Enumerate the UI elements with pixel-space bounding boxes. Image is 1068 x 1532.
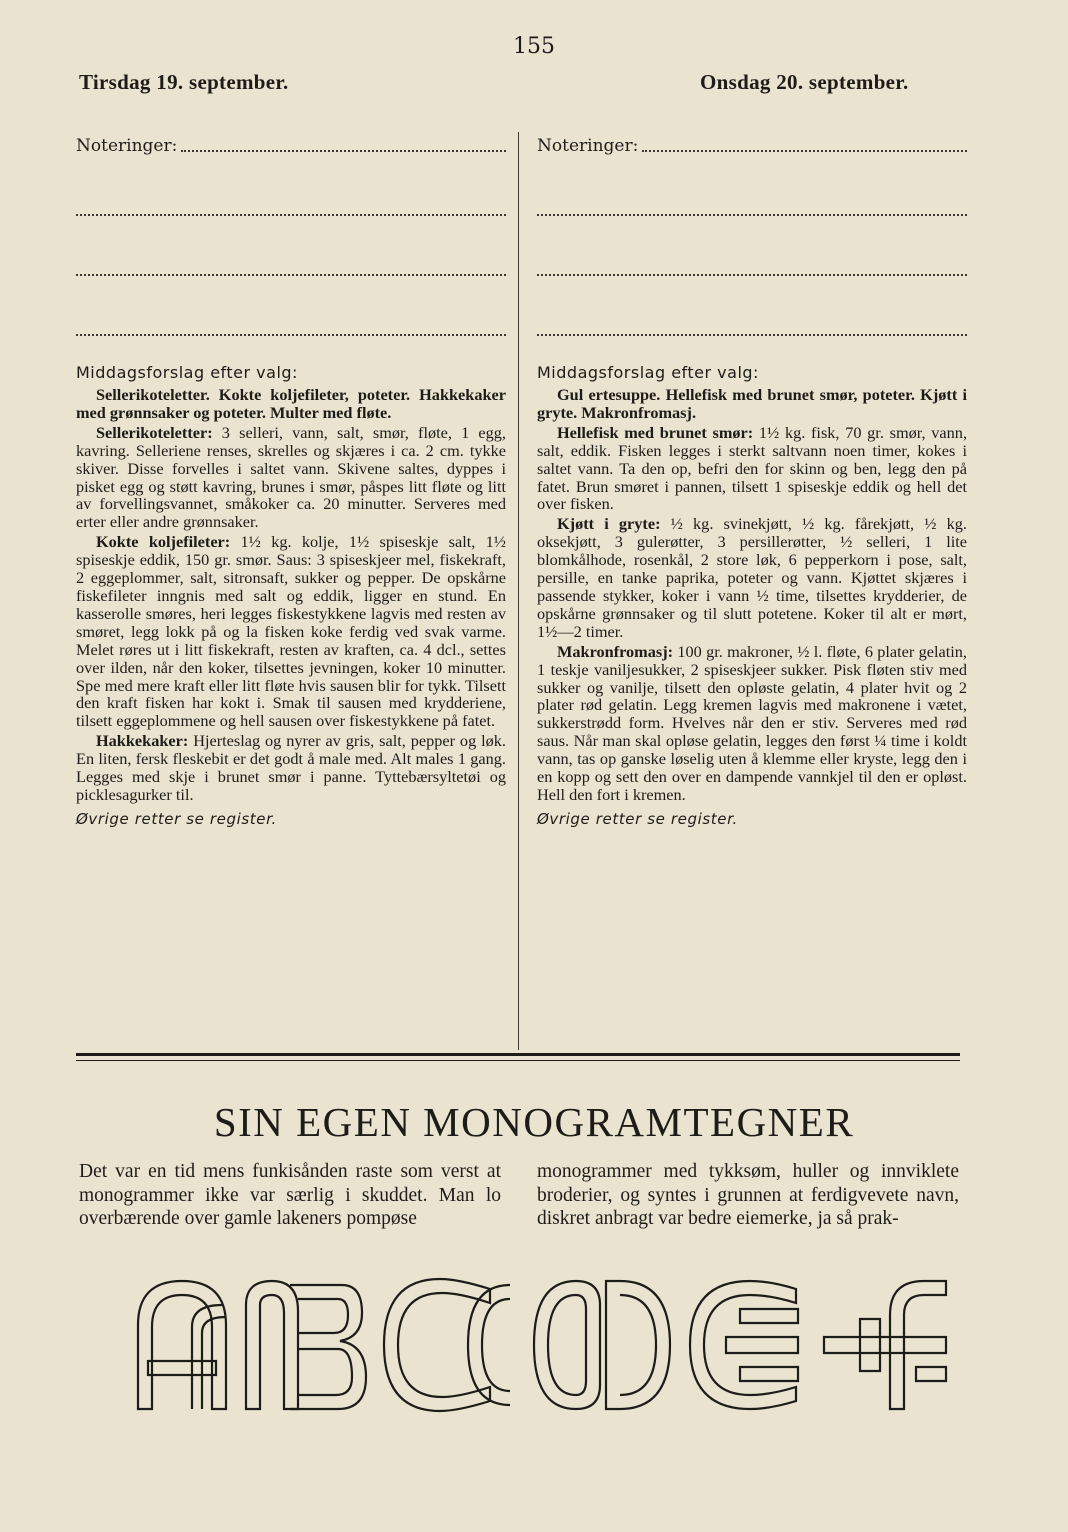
right-notes-line-2 (537, 216, 967, 276)
recipe-text: 100 gr. makroner, ½ l. fløte, 6 plater gelatin, 1 teskje vaniljesukker, 2 spiseskjeer sukker. Pisk fløten stiv med sukker og vanilje, tilsett den opløste gelatin, 4 plater hvit og 2 plater rød gelatin. Legg kremen lagvis med makronene i vætet, sukkerstrødd form. Hvelves når den er stiv. Serveres med rød saus. Når man skal opløse gelatin, legges den først ¼ time i koldt vann, tas op ganske løselig uten å klemme eller kryste, legg den i en kopp og sett den over en dampende vannkjel til den er opløst. Hell den fort i kremen. (537, 641, 967, 804)
monogram-letter-a-icon (138, 1281, 226, 1409)
left-notes-dotted-line (181, 150, 506, 152)
left-day-title: Tirsdag 19. september. (79, 70, 289, 94)
left-register-note: Øvrige retter se register. (76, 809, 277, 828)
right-menu-summary: Gul ertesuppe. Hellefisk med brunet smør, poteter. Kjøtt i gryte. Makronfromasj. (537, 385, 967, 422)
recipe-title: Kokte koljefileter: (96, 532, 231, 552)
recipe-title: Hellefisk med brunet smør: (557, 422, 754, 442)
recipe-kokte-koljefileter (76, 533, 506, 730)
recipe-kjott-i-gryte (537, 515, 967, 640)
article-column-1: Det var en tid mens funkisånden raste som verst at monogrammer ikke var særlig i skuddet. Man lo overbærende over gamle lakeners pompøse (79, 1161, 501, 1229)
left-recipes (76, 386, 506, 804)
left-suggestion-heading: Middagsforslag efter valg: (76, 363, 298, 382)
section-rule-thick (76, 1053, 960, 1056)
right-notes-dotted-line (642, 150, 967, 152)
left-menu-summary: Sellerikoteletter. Kokte koljefileter, poteter. Hakkekaker med grønnsaker og poteter. Multer med fløte. (76, 385, 506, 422)
left-notes (76, 134, 506, 156)
left-column (76, 134, 506, 828)
monogram-letter-f-icon (824, 1281, 946, 1409)
article-title: SIN EGEN MONOGRAMTEGNER (213, 1099, 855, 1145)
right-notes-label: Noteringer: (537, 136, 639, 156)
monogram-letter-d-icon (534, 1281, 670, 1409)
monogram-letter-e-icon (690, 1281, 798, 1409)
right-notes (537, 134, 967, 156)
recipe-text: 1½ kg. fisk, 70 gr. smør, vann, salt, eddik. Fisken legges i sterkt saltvann noen timer, kokes i saltet vann. Ta den op, befri den for skinn og ben, legg den på fatet. Brun smøret i pannen, tilsett 1 spiseskje eddik og hell det over fisken. (537, 422, 968, 514)
right-column (537, 134, 967, 828)
right-notes-line-3 (537, 276, 967, 336)
left-notes-line-3 (76, 276, 506, 336)
left-notes-label: Noteringer: (76, 136, 178, 156)
recipe-makronfromasj (537, 643, 967, 804)
recipe-hakkekaker (76, 732, 506, 804)
page-number: 155 (513, 34, 555, 59)
recipe-title: Sellerikoteletter: (96, 422, 213, 442)
recipe-text: ½ kg. svinekjøtt, ½ kg. fårekjøtt, ½ kg. oksekjøtt, 3 gulerøtter, 3 persillerøtter, ½ selleri, 1 lite blomkålhode, rosenkål, 2 store løk, 6 pepperkorn i pose, salt, persille, en tanke paprika, poteter og vann. Kjøttet skjæres i passende stykker, koker i vann ½ time, tilsettes krydderier, de opskårne grønnsaker og til slutt potetene. Koker til alt er mørt, 1½—2 timer. (537, 514, 967, 641)
left-notes-line-2 (76, 216, 506, 276)
recipe-text: Hjerteslag og nyrer av gris, salt, pepper og løk. En liten, fersk fleskebit er det godt å male med. Alt males 1 gang. Legges med skje i brunet smør i panne. Tyttebærsyltetøi og picklesagurker til. (76, 731, 506, 804)
recipe-text: 3 selleri, vann, salt, smør, fløte, 1 egg, kavring. Selleriene renses, skrelles og skjæres i ca. 2 cm. tykke skiver. Disse forvelles i saltet vann. Skivene saltes, dyppes i pisket egg og støtt kavring, brunes i smør, påspes litt fløte og litt av forvellingsvannet, småkoker ca. 20 minutter. Serveres med erter eller andre grønnsaker. (76, 422, 506, 532)
monogram-letter-b-icon (246, 1281, 366, 1409)
right-notes-line-1 (537, 156, 967, 216)
recipe-title: Hakkekaker: (96, 731, 189, 751)
monogram-alphabet-illustration (130, 1275, 950, 1415)
recipe-hellefisk (537, 424, 967, 514)
recipe-title: Makronfromasj: (557, 641, 674, 661)
recipe-text: 1½ kg. kolje, 1½ spiseskje salt, 1½ spiseskje eddik, 150 gr. smør. Saus: 3 spiseskjeer mel, fiskekraft, 2 eggeplommer, salt, sitronsaft, sukker og pepper. De opskårne fiskefileter inngnis med salt og eddik, ligger en stund. En kasserolle smøres, heri legges fiskestykkene lagvis med resten av smøret, legg lokk på og la fisken koke ferdig ved svak varme. Melet røres ut i litt fiskekraft, resten av kraften, ca. 4 dcl., settes over ilden, når den koker, tilsettes jevningen, koker 10 minutter. Spe med mere kraft eller litt fløte hvis sausen blir for tykk. Tilsett den kraft fisken har kokt i. Smak til sausen med krydderiene, tilsett eggeplommene og hell sausen over fiskestykkene på fatet. (76, 532, 506, 731)
monogram-letter-c-icon (384, 1279, 510, 1411)
left-notes-line-1 (76, 156, 506, 216)
right-register-note: Øvrige retter se register. (537, 809, 738, 828)
column-divider (518, 132, 519, 1050)
recipe-title: Kjøtt i gryte: (557, 514, 661, 534)
article-column-2: monogrammer med tykksøm, huller og innviklete broderier, og syntes i grunnen at ferdigvevete navn, diskret anbragt var bedre eiemerke, ja så prak- (537, 1161, 959, 1229)
right-day-title: Onsdag 20. september. (700, 70, 909, 94)
section-rule-thin (76, 1060, 960, 1061)
recipe-sellerikoteletter (76, 424, 506, 531)
right-suggestion-heading: Middagsforslag efter valg: (537, 363, 759, 382)
right-recipes (537, 386, 967, 804)
